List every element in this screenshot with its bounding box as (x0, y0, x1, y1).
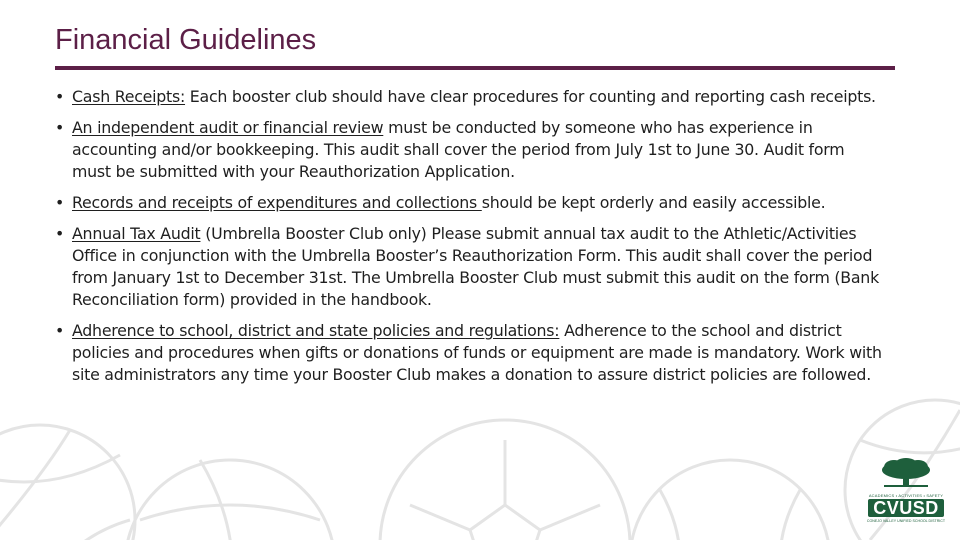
logo-name: CVUSD (868, 499, 944, 517)
bullet-lead: Cash Receipts: (72, 87, 186, 106)
bullet-lead: An independent audit or financial review (72, 118, 384, 137)
bullet-policy-adherence (55, 320, 885, 386)
bullet-dot-icon: • (55, 321, 65, 340)
basketball-outline (125, 460, 335, 540)
bullet-cash-receipts (55, 86, 885, 108)
bullet-independent-audit (55, 117, 885, 183)
bullet-dot-icon: • (55, 87, 65, 106)
soccer-ball-outline (380, 420, 630, 540)
bullet-text: Each booster club should have clear procedures for counting and reporting cash receipts. (185, 87, 876, 106)
logo-subtitle: CONEJO VALLEY UNIFIED SCHOOL DISTRICT (866, 519, 946, 523)
bullet-text: should be kept orderly and easily accessible. (481, 193, 826, 212)
volleyball-outline-left (0, 425, 135, 540)
slide-title: Financial Guidelines (55, 24, 317, 56)
baseball-outline (630, 460, 830, 540)
logo-tagline: ACADEMICS • ACTIVITIES • SAFETY (868, 493, 944, 498)
bullet-dot-icon: • (55, 224, 65, 243)
cvusd-logo (866, 458, 946, 530)
bullet-dot-icon: • (55, 193, 65, 212)
bullet-lead: Adherence to school, district and state policies and regulations: (72, 321, 560, 340)
bullet-lead: Records and receipts of expenditures and collections (72, 193, 482, 212)
title-divider (55, 66, 895, 70)
oak-tree-icon (876, 458, 936, 488)
bullet-text: (Umbrella Booster Club only) Please submit annual tax audit to the Athletic/Activities Office in conjunction with the Umbrella Booster’s Reauthorization Form. This audit shall cover the period from January 1st to December 31st. The Umbrella Booster Club must submit this audit on the form (Bank Reconciliation form) provided in the handbook. (72, 224, 879, 309)
bullet-annual-tax-audit (55, 223, 885, 311)
bullet-dot-icon: • (55, 118, 65, 137)
bullet-list (55, 86, 885, 395)
bullet-lead: Annual Tax Audit (72, 224, 201, 243)
bullet-records-receipts (55, 192, 885, 214)
bullet-text: must be conducted by someone who has experience in accounting and/or bookkeeping. This audit shall cover the period from July 1st to June 30. Audit form must be submitted with your Reauthorization Application. (72, 118, 845, 181)
bullet-text: Adherence to the school and district policies and procedures when gifts or donations of funds or equipment are made is mandatory. Work with site administrators any time your Booster Club makes a donation to assure district policies are followed. (72, 321, 882, 384)
